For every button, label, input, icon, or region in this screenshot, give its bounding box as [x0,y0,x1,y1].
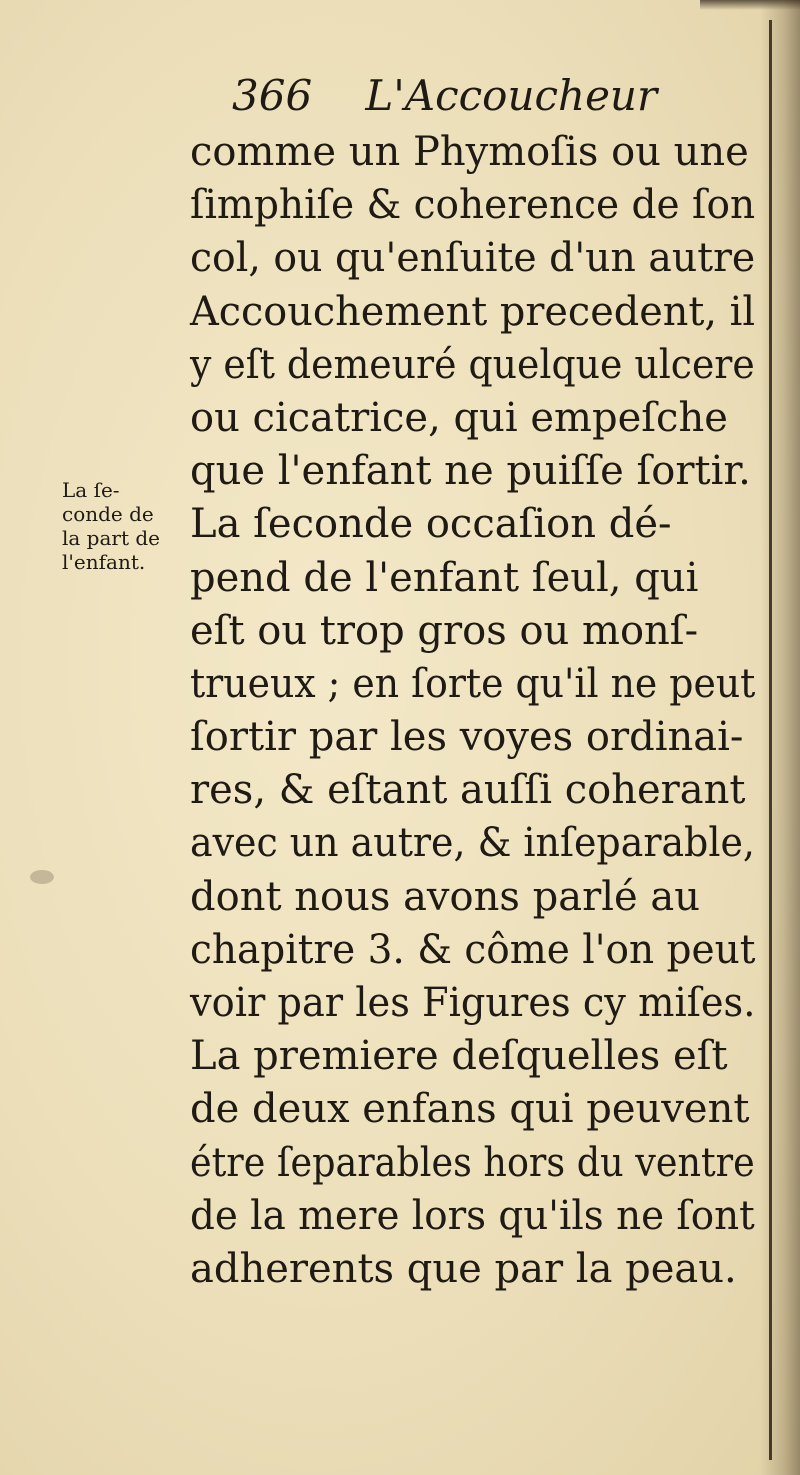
margin-note-line: conde de [62,502,154,526]
text-line: de la mere lors qu'ils ne ſont [190,1192,755,1239]
ink-smudge [30,870,54,884]
text-line: Accouchement precedent, il [190,288,756,335]
text-line: que l'enfant ne puiſſe ſortir. [190,448,751,495]
text-line: La ſeconde occaſion dé- [190,501,672,548]
margin-note-line: la part de [62,526,160,550]
text-line: y eſt demeuré quelque ulcere [190,341,755,388]
text-line: ou cicatrice, qui empeſche [190,394,728,441]
text-line: comme un Phymoſis ou une [190,129,749,175]
text-line: avec un autre, & inſeparable, [190,820,755,867]
text-line: ſortir par les voyes ordinai- [190,714,744,761]
text-line: eſt ou trop gros ou monſ- [190,607,699,654]
text-line: ſimphiſe & coherence de ſon [190,182,756,229]
page-header [232,68,657,124]
margin-note-line: l'enfant. [62,550,146,574]
text-line: adherents que par la peau. [190,1245,737,1292]
text-line: de deux enfans qui peuvent [190,1086,750,1133]
text-line: pend de l'enfant ſeul, qui [190,554,699,601]
body-text [190,126,770,1296]
margin-note-line: La ſe- [62,478,120,502]
text-line: étre ſeparables hors du ventre [190,1139,755,1186]
text-line: voir par les Figures cy miſes. [190,980,756,1026]
running-title: L'Accoucheur [365,71,658,120]
text-line: dont nous avons parlé au [190,873,700,920]
text-line: col, ou qu'enſuite d'un autre [190,235,756,282]
text-line: res, & eſtant auſſi coherant [190,767,746,814]
text-line: trueux ; en ſorte qu'il ne peut [190,660,756,707]
text-line: La premiere deſquelles eſt [190,1033,728,1080]
text-line: chapitre 3. & côme l'on peut [190,926,756,973]
page-number: 366 [232,71,313,120]
